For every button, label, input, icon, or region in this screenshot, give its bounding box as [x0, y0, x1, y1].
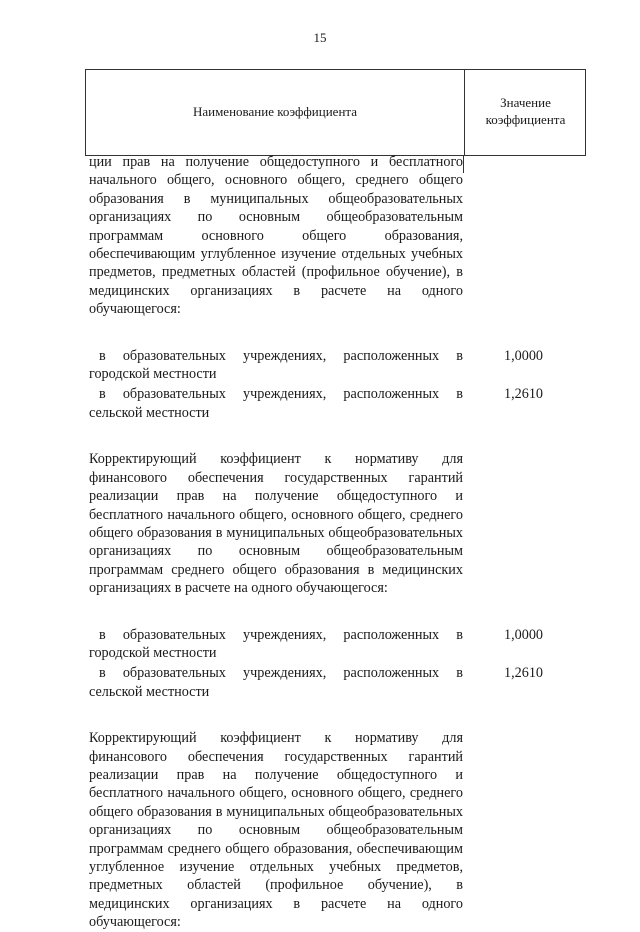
block-2-text: Корректирующий коэффициент к нормативу для финансового обеспечения государственных гарантий реализации прав на получение общедоступного и бесплатного начального общего, основного общего, среднего общего образования в муниципальных общеобразовательных организациях по основным общеобразовательным программам среднего общего образования в медицинских организациях в расчете на одного обучающегося: — [89, 451, 463, 597]
block-3-text: Корректирующий коэффициент к нормативу для финансового обеспечения государственных гарантий реализации прав на получение общедоступного и бесплатного начального общего, основного общего, среднего общего образования в муниципальных общеобразовательных организациях по основным общеобразовательным программам среднего общего образования, обеспечивающим углубленное изучение отдельных учебных предметов, предметных областей (профильное обучение), в медицинских организациях в расчете на одного обучающегося: — [89, 730, 463, 931]
block-2-item-urban — [89, 626, 543, 663]
block-1-item-urban — [89, 347, 543, 384]
block-1-item-rural — [89, 385, 543, 422]
header-value-line1: Значение — [500, 95, 551, 110]
table-header — [85, 69, 586, 156]
header-value-line2: коэффициента — [485, 112, 566, 127]
item-label: в образовательных учреждениях, расположенных в городской местности — [89, 626, 463, 661]
block-1-text: ции прав на получение общедоступного и бесплатного начального общего, основного общего, среднего общего образования в муниципальных общеобразовательных организациях по основным общеобразовательным программам основного общего образования, обеспечивающим углубленное изучение отдельных учебных предметов, предметных областей (профильное обучение), в медицинских организациях в расчете на одного обучающегося: — [89, 154, 463, 318]
item-value: 1,2610 — [503, 665, 543, 682]
item-label: в образовательных учреждениях, расположенных в сельской местности — [89, 386, 463, 421]
item-value: 1,2610 — [503, 386, 543, 403]
table-body — [89, 153, 543, 932]
column-continuation-line — [463, 155, 464, 173]
item-value: 1,0000 — [503, 626, 543, 643]
header-coefficient-name: Наименование коэффициента — [192, 104, 358, 119]
block-2-item-rural — [89, 664, 543, 701]
item-label: в образовательных учреждениях, расположенных в сельской местности — [89, 665, 463, 700]
page-number: 15 — [313, 30, 327, 45]
header-coefficient-value — [465, 94, 586, 128]
item-label: в образовательных учреждениях, расположенных в городской местности — [89, 347, 463, 383]
item-value: 1,0000 — [503, 347, 543, 364]
